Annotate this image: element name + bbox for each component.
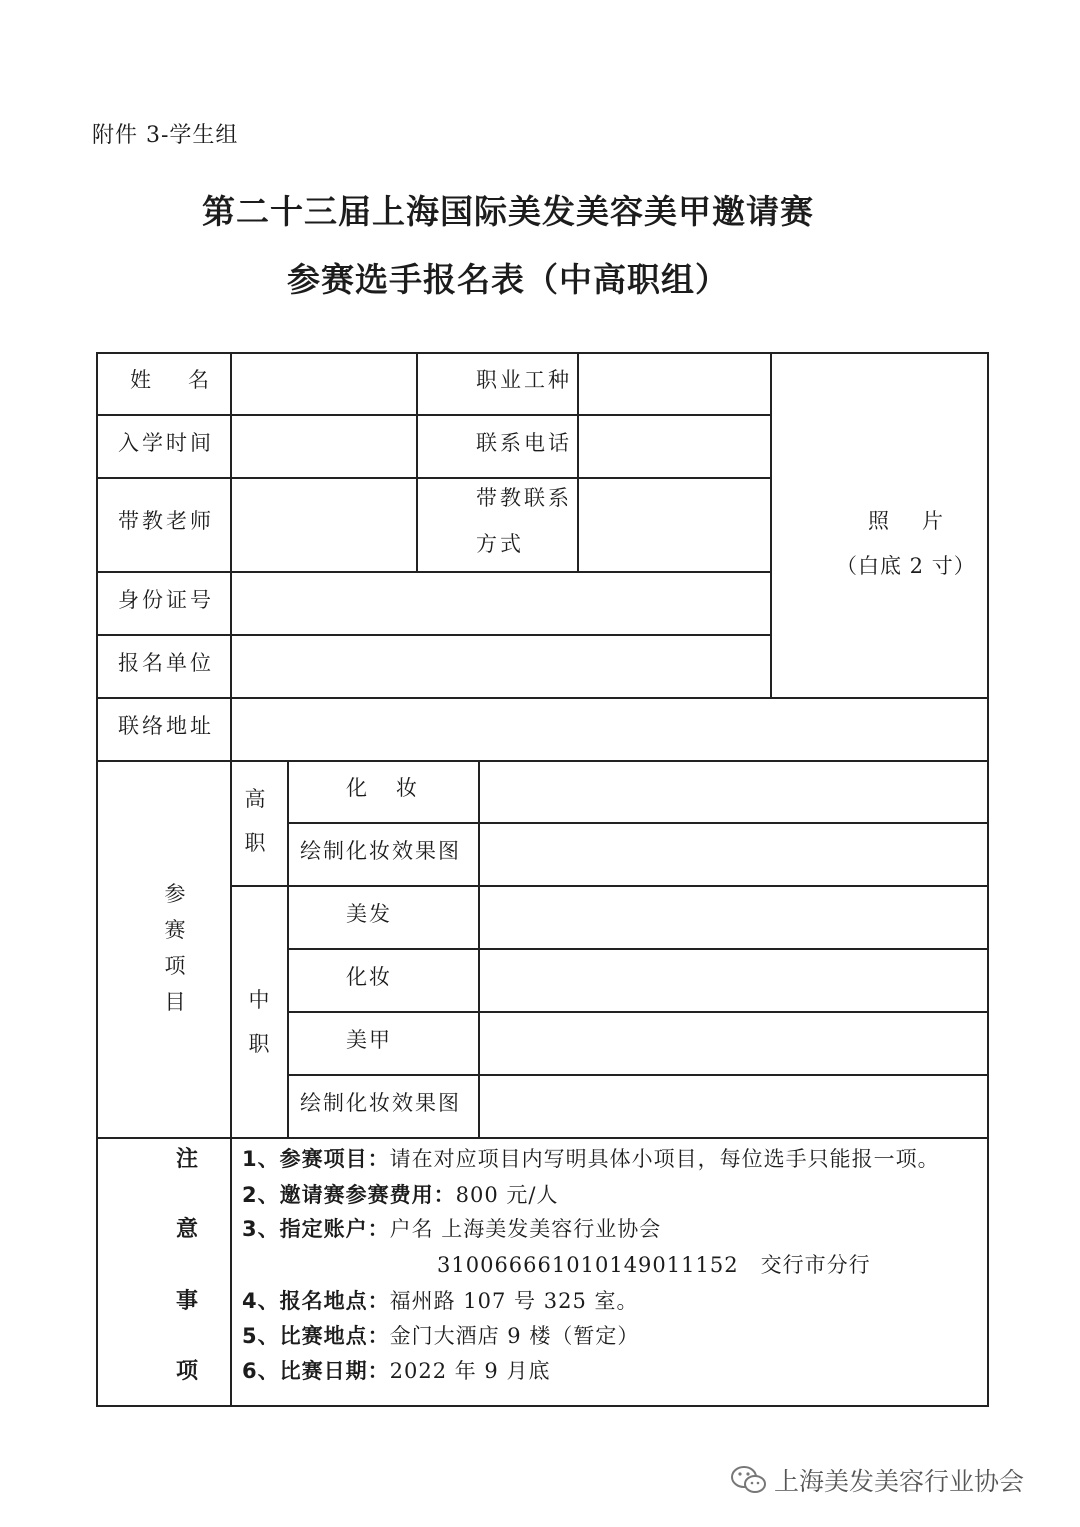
label-teacher-contact-1: 带教联系	[476, 486, 572, 510]
event-high-makeup-drawing: 绘制化妆效果图	[300, 839, 461, 863]
occupation-field[interactable]	[579, 354, 770, 414]
photo-size-label: （白底 2 寸）	[836, 554, 976, 578]
unit-field[interactable]	[232, 636, 770, 697]
title-line-2: 参赛选手报名表（中高职组）	[287, 260, 729, 299]
event-mid-nail-field[interactable]	[480, 1013, 987, 1074]
event-mid-makeup: 化妆	[346, 965, 392, 989]
photo-box[interactable]	[772, 354, 987, 697]
note-3: 3、指定账户：户名 上海美发美容行业协会	[242, 1217, 662, 1241]
event-mid-makeup-field[interactable]	[480, 950, 987, 1011]
title-line-1: 第二十三届上海国际美发美容美甲邀请赛	[202, 192, 814, 231]
label-phone: 联系电话	[476, 431, 572, 455]
wechat-icon	[730, 1465, 768, 1495]
attachment-label: 附件 3-学生组	[92, 123, 239, 148]
teacher-contact-field[interactable]	[579, 479, 770, 571]
label-enroll-time: 入学时间	[118, 431, 214, 455]
photo-label: 照 片	[868, 509, 949, 533]
watermark: 上海美发美容行业协会	[730, 1462, 1024, 1498]
label-teacher: 带教老师	[118, 509, 214, 533]
label-unit: 报名单位	[118, 651, 214, 675]
event-mid-makeup-drawing: 绘制化妆效果图	[300, 1091, 461, 1115]
event-mid-drawing-field[interactable]	[480, 1076, 987, 1137]
event-mid-nail: 美甲	[346, 1028, 392, 1052]
label-id-number: 身份证号	[118, 588, 214, 612]
name-field[interactable]	[232, 354, 416, 414]
note-1: 1、参赛项目：请在对应项目内写明具体小项目，每位选手只能报一项。	[242, 1147, 940, 1171]
event-mid-hair-field[interactable]	[480, 887, 987, 948]
event-high-makeup-field[interactable]	[480, 762, 987, 822]
label-address: 联络地址	[118, 714, 214, 738]
note-5: 5、比赛地点：金门大酒店 9 楼（暂定）	[242, 1324, 640, 1348]
label-teacher-contact-2: 方式	[476, 532, 524, 556]
event-high-makeup: 化 妆	[346, 776, 421, 800]
id-number-field[interactable]	[232, 573, 770, 634]
enroll-time-field[interactable]	[232, 416, 416, 477]
label-occupation: 职业工种	[476, 368, 572, 392]
note-3-account: 31006666101014901115​2 交行市分行	[437, 1253, 871, 1277]
teacher-field[interactable]	[232, 479, 416, 571]
event-mid-hair: 美发	[346, 902, 392, 926]
note-6: 6、比赛日期：2022 年 9 月底	[242, 1359, 551, 1383]
phone-field[interactable]	[579, 416, 770, 477]
event-high-drawing-field[interactable]	[480, 824, 987, 885]
label-name: 姓 名	[130, 368, 217, 392]
note-4: 4、报名地点：福州路 107 号 325 室。	[242, 1289, 639, 1313]
note-2: 2、邀请赛参赛费用：800 元/人	[242, 1183, 559, 1207]
address-field[interactable]	[232, 699, 987, 760]
